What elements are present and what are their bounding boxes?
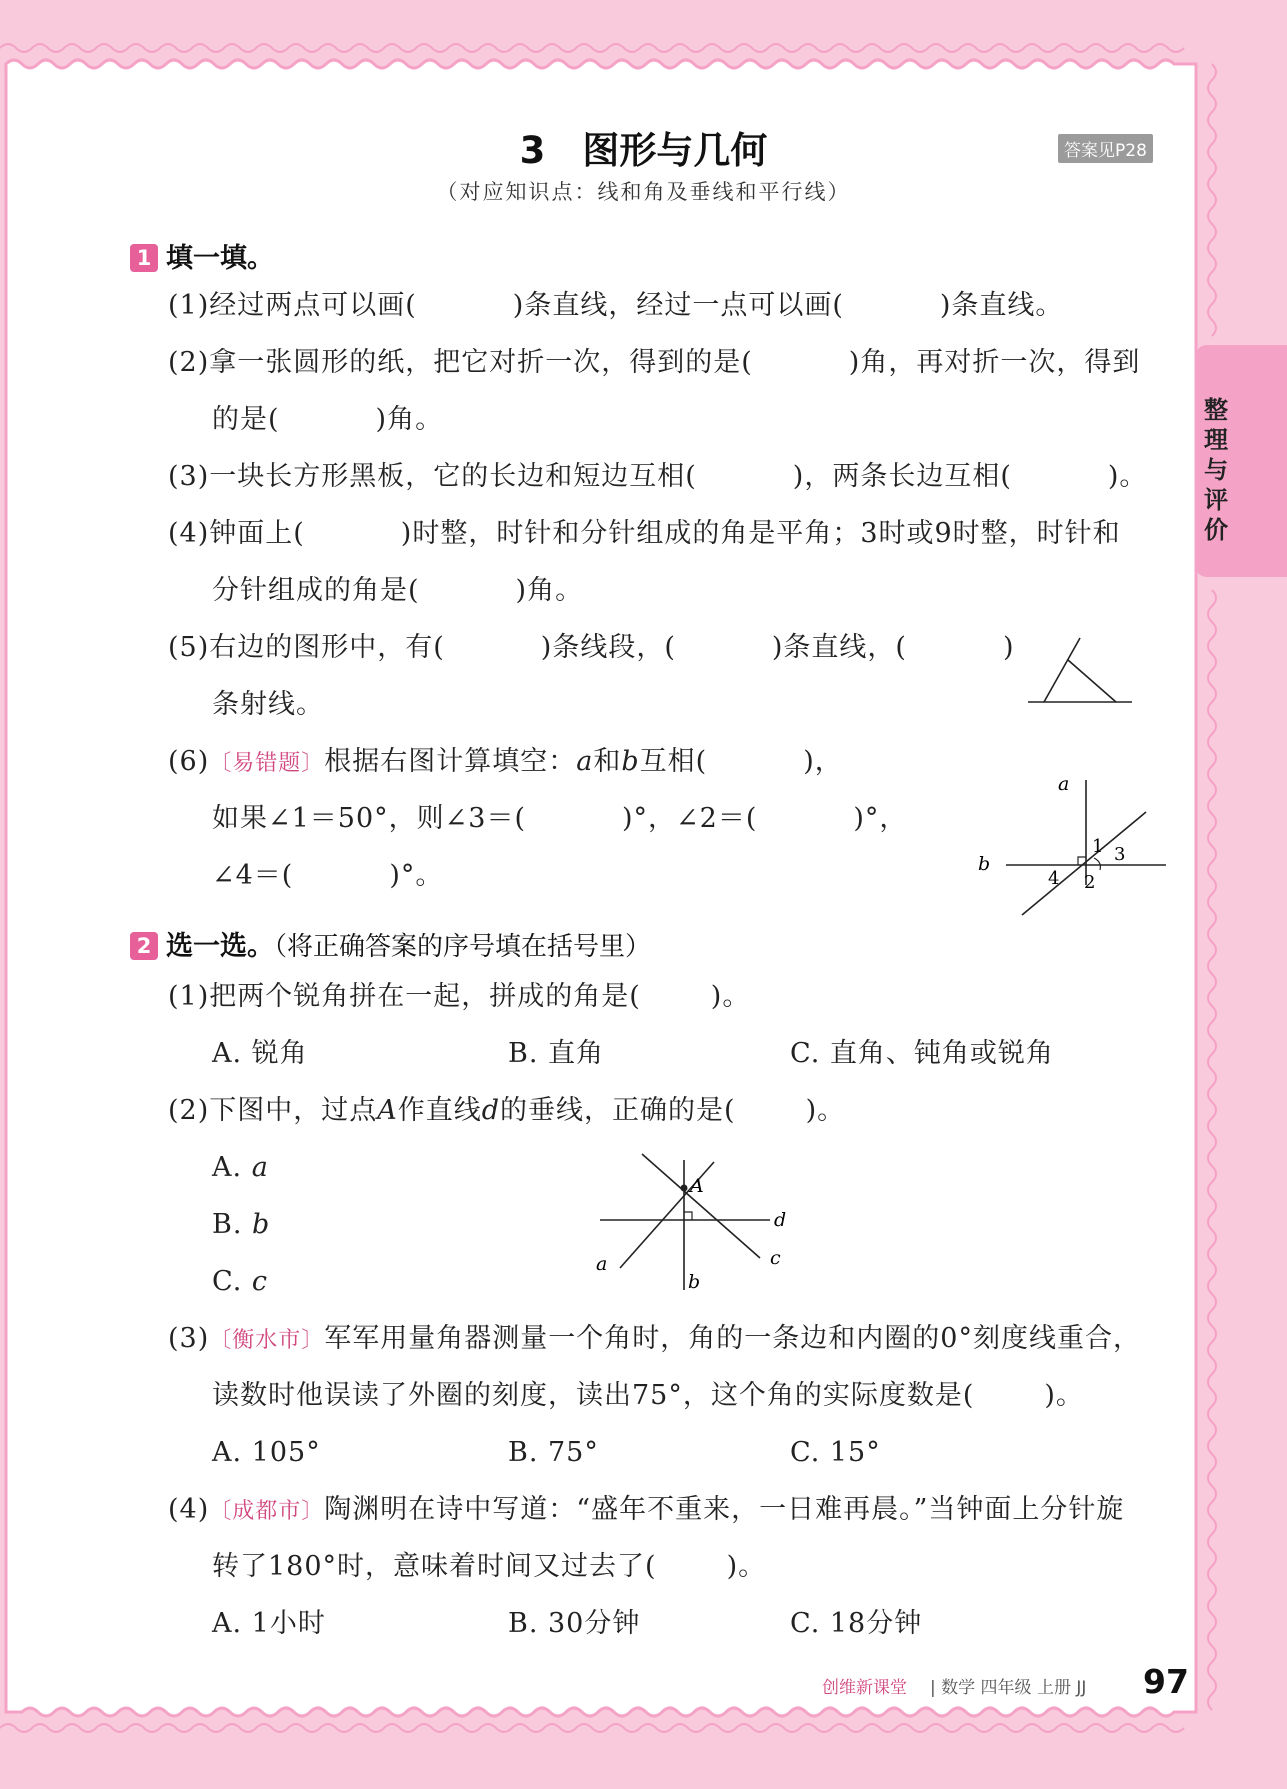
question-1-6-cont2: ∠4＝( )°。 [212, 860, 444, 891]
label-line-b: b [688, 1271, 701, 1293]
question-2-4: (4)〔成都市〕陶渊明在诗中写道：“盛年不重来，一日难再晨。”当钟面上分针旋 [168, 1494, 1125, 1525]
answer-reference-badge: 答案见P28 [1058, 134, 1153, 163]
question-1-2: (2)拿一张圆形的纸，把它对折一次，得到的是( )角，再对折一次，得到 [168, 347, 1141, 378]
label-line-d: d [774, 1209, 787, 1231]
option-2-2-c[interactable]: C. c [212, 1266, 268, 1297]
question-1-2-cont: 的是( )角。 [212, 404, 444, 435]
option-2-4-b[interactable]: B. 30分钟 [508, 1608, 641, 1639]
figure-perpendicular-lines [590, 1150, 810, 1300]
question-1-4: (4)钟面上( )时整，时针和分针组成的角是平角；3时或9时整，时针和 [168, 518, 1121, 549]
label-angle-2: 2 [1084, 872, 1096, 893]
footer-brand: 创维新课堂 [822, 1678, 907, 1698]
segment-right [1068, 660, 1116, 702]
section-number-badge: 1 [130, 244, 158, 272]
option-2-4-c[interactable]: C. 18分钟 [790, 1608, 923, 1639]
question-1-4-cont: 分针组成的角是( )角。 [212, 575, 584, 606]
label-b: b [978, 853, 991, 875]
label-angle-3: 3 [1114, 844, 1126, 865]
right-wave-line-lower [1208, 590, 1216, 1710]
label-angle-1: 1 [1092, 836, 1104, 857]
question-2-2: (2)下图中，过点A作直线d的垂线，正确的是( )。 [168, 1095, 846, 1126]
question-1-3: (3)一块长方形黑板，它的长边和短边互相( )，两条长边互相( )。 [168, 461, 1148, 492]
point-a-dot [681, 1185, 688, 1192]
segment-left [1044, 638, 1080, 702]
label-line-a: a [596, 1253, 608, 1275]
option-2-3-c[interactable]: C. 15° [790, 1437, 881, 1468]
question-1-5-cont: 条射线。 [212, 689, 324, 720]
right-angle-mark [684, 1212, 692, 1220]
question-2-3-cont: 读数时他误读了外圈的刻度，读出75°，这个角的实际度数是( )。 [212, 1380, 1084, 1411]
section-number-badge: 2 [130, 932, 158, 960]
section-2-heading [130, 924, 651, 963]
side-tab-label: 整理与评价 [1204, 396, 1228, 544]
option-2-2-b[interactable]: B. b [212, 1209, 271, 1240]
footer-book-info: | 数学 四年级 上册 JJ [930, 1678, 1087, 1698]
figure-intersecting-lines [970, 770, 1170, 920]
label-point-a: A [690, 1175, 704, 1197]
question-1-1: (1)经过两点可以画( )条直线，经过一点可以画( )条直线。 [168, 290, 1064, 321]
tag-hengshui: 〔衡水市〕 [209, 1328, 325, 1353]
question-2-3: (3)〔衡水市〕军军用量角器测量一个角时，角的一条边和内圈的0°刻度线重合， [168, 1323, 1141, 1354]
figure-triangle-lines [1020, 630, 1140, 710]
question-1-6: (6)〔易错题〕根据右图计算填空：a和b互相( )， [168, 746, 843, 777]
question-2-4-cont: 转了180°时，意味着时间又过去了( )。 [212, 1551, 767, 1582]
tag-error-prone: 〔易错题〕 [209, 751, 325, 776]
bottom-wave-line [0, 1724, 1184, 1732]
question-1-5: (5)右边的图形中，有( )条线段，( )条直线，( ) [168, 632, 1015, 663]
option-2-1-c[interactable]: C. 直角、钝角或锐角 [790, 1038, 1054, 1069]
top-wave-line [0, 44, 1184, 52]
transversal-line [1022, 812, 1146, 915]
label-angle-4: 4 [1048, 868, 1060, 889]
question-2-1: (1)把两个锐角拼在一起，拼成的角是( )。 [168, 981, 751, 1012]
line-c [642, 1154, 760, 1258]
option-2-4-a[interactable]: A. 1小时 [212, 1608, 326, 1639]
label-line-c: c [770, 1247, 781, 1269]
option-2-3-b[interactable]: B. 75° [508, 1437, 599, 1468]
option-2-1-a[interactable]: A. 锐角 [212, 1038, 308, 1069]
section-1-heading [130, 236, 274, 275]
label-a: a [1058, 773, 1070, 795]
option-2-2-a[interactable]: A. a [212, 1152, 269, 1183]
option-2-1-b[interactable]: B. 直角 [508, 1038, 605, 1069]
section-title: 选一选。 [166, 931, 274, 962]
page-subtitle: （对应知识点：线和角及垂线和平行线） [436, 180, 851, 204]
section-instruction: （将正确答案的序号填在括号里） [274, 932, 652, 962]
tag-chengdu: 〔成都市〕 [209, 1499, 325, 1524]
page-number: 97 [1143, 1662, 1189, 1701]
option-2-3-a[interactable]: A. 105° [212, 1437, 321, 1468]
section-title: 填一填。 [166, 243, 274, 274]
page-title: 3 图形与几何 [519, 129, 768, 172]
question-1-6-cont: 如果∠1＝50°，则∠3＝( )°，∠2＝( )°， [212, 803, 908, 834]
angle-arc [1094, 858, 1100, 870]
